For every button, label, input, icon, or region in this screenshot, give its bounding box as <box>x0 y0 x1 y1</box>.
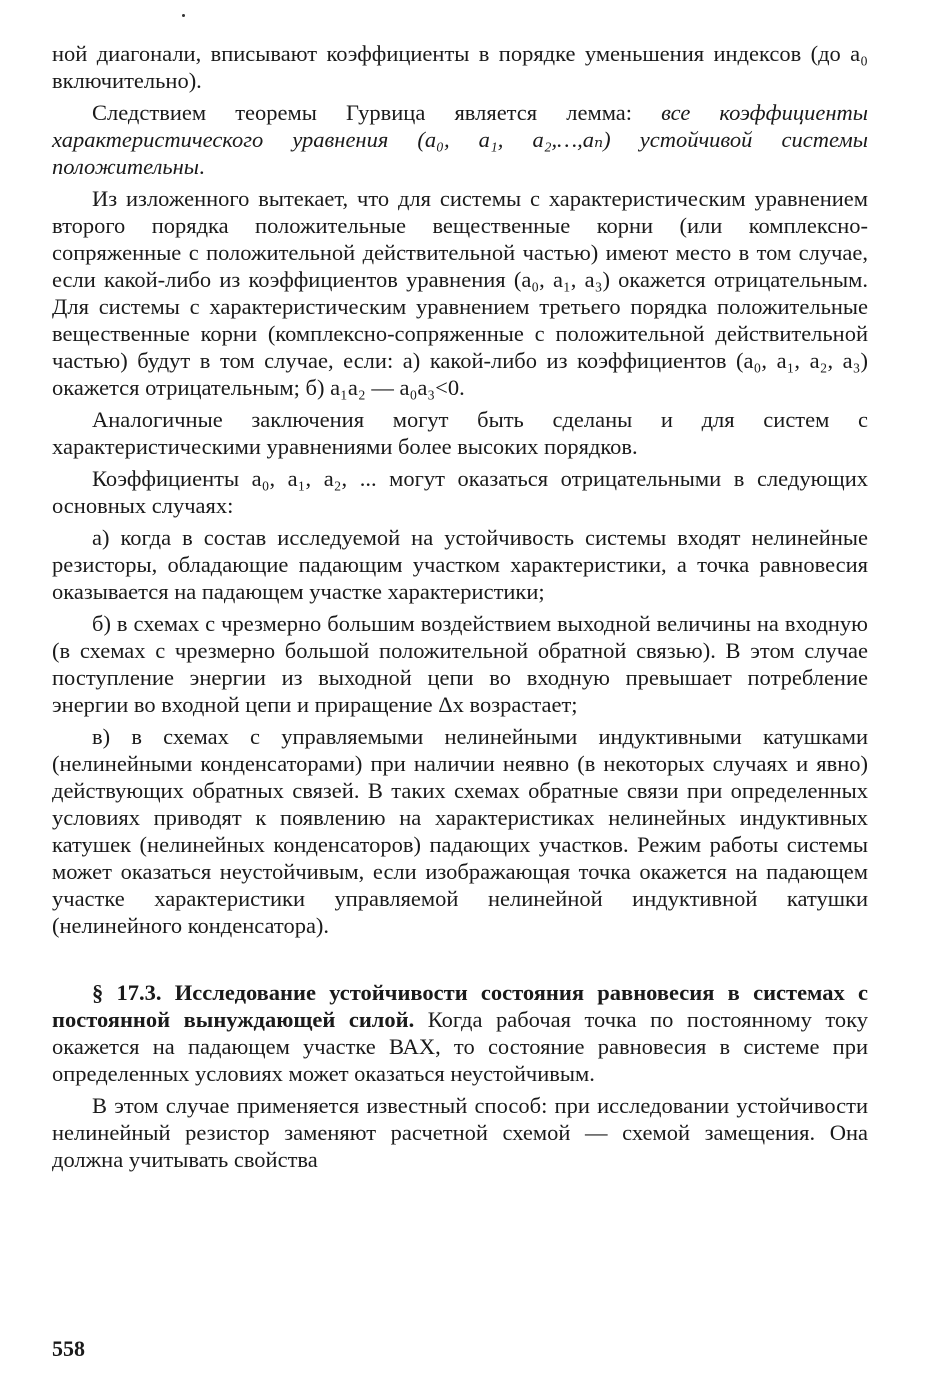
list-item-c: в) в схемах с управляемыми нелинейными индуктивными катушками (нелинейными конденсаторами) при наличии неявно (в некоторых случаях и явно) действующих обратных связей. В таких схемах обратные связи при определенных условиях приводят к появлению на характеристиках нелинейных индуктивных катушек (нелинейных конденсаторов) падающих участков. Режим работы системы может оказаться неустойчивым, если изображающая точка окажется на падающем участке характеристики управляемой нелинейной индуктивной катушки (нелинейного конденсатора). <box>52 724 868 938</box>
page-number: 558 <box>52 1336 85 1361</box>
paragraph-lemma <box>52 99 868 180</box>
lemma-statement: все коэффициенты характеристического уравнения (a₀, a₁, a₂,…,aₙ) устойчивой системы положительны <box>52 100 869 179</box>
list-item-a: а) когда в состав исследуемой на устойчивость системы входят нелинейные резисторы, обладающие падающим участком характеристики, а точка равновесия оказывается на падающем участке характеристики; <box>52 525 868 604</box>
list-item-b: б) в схемах с чрезмерно большим воздействием выходной величины на входную (в схемах с чрезмерно большой положительной обратной связью). В этом случае поступление энергии из выходной цепи во входную превышает потребление энергии во входной цепи и приращение Δx возрастает; <box>52 611 868 717</box>
paragraph-4: Аналогичные заключения могут быть сделаны и для систем с характеристическими уравнениями более высоких порядков. <box>52 407 868 459</box>
paragraph-1: ной диагонали, вписывают коэффициенты в порядке уменьшения индексов (до a₀ включительно). <box>52 41 868 93</box>
scan-speck <box>182 14 185 17</box>
paragraph-3: Из изложенного вытекает, что для системы с характеристическим уравнением второго порядка положительные вещественные корни (или комплексно-сопряженные с положительной действительной частью) имеют место в том случае, если какой-либо из коэффициентов уравнения (a₀, a₁, a₃) окажется отрицательным. Для системы с характеристическим уравнением третьего порядка положительные вещественные корни (комплексно-сопряженные с положительной действительной частью) будут в том случае, если: а) какой-либо из коэффициентов (a₀, a₁, a₂, a₃) окажется отрицательным; б) a₁a₂ — a₀a₃<0. <box>52 186 868 400</box>
section-17-3 <box>52 979 868 1087</box>
paragraph-10: В этом случае применяется известный способ: при исследовании устойчивости нелинейный резистор заменяют расчетной схемой — схемой замещения. Она должна учитывать свойства <box>52 1093 868 1172</box>
paragraph-5: Коэффициенты a₀, a₁, a₂, ... могут оказаться отрицательными в следующих основных случаях: <box>52 466 868 518</box>
section-heading: § 17.3. Исследование устойчивости состояния равновесия в системах с постоянной вынуждающей силой. <box>52 980 868 1032</box>
section-intro: Когда рабочая точка по постоянному току окажется на падающем участке ВАХ, то состояние равновесия в системе при определенных условиях может оказаться неустойчивым. <box>52 1007 869 1086</box>
lemma-end: . <box>199 154 205 179</box>
page-body <box>52 40 868 1173</box>
lemma-intro: Следствием теоремы Гурвица является лемма: <box>92 100 662 125</box>
